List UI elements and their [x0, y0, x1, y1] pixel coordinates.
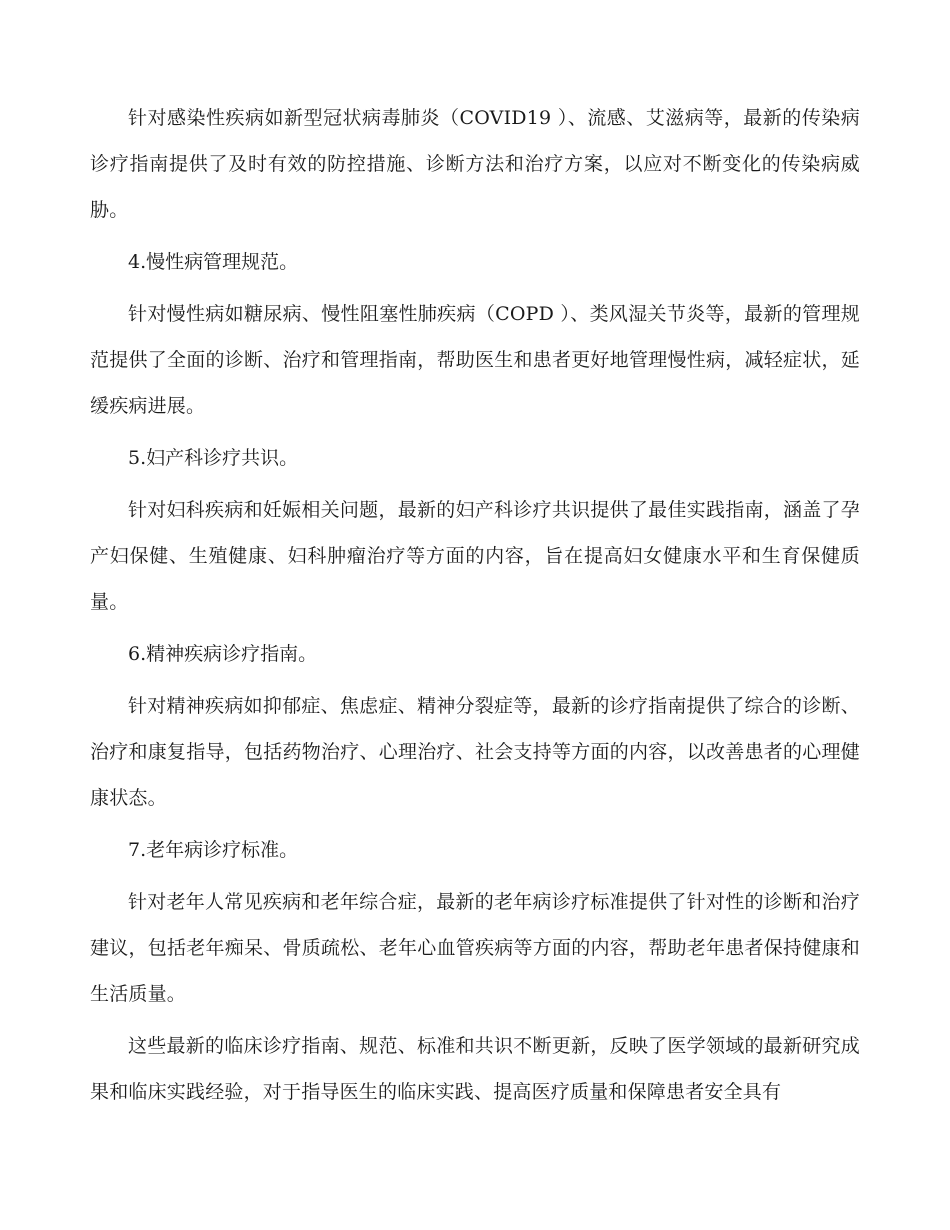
document-page [90, 95, 860, 1121]
paragraph-psychiatry: 针对精神疾病如抑郁症、焦虑症、精神分裂症等，最新的诊疗指南提供了综合的诊断、治疗和康复指导，包括药物治疗、心理治疗、社会支持等方面的内容，以改善患者的心理健康状态。 [90, 695, 860, 809]
paragraph-geriatrics: 针对老年人常见疾病和老年综合症，最新的老年病诊疗标准提供了针对性的诊断和治疗建议，包括老年痴呆、骨质疏松、老年心血管疾病等方面的内容，帮助老年患者保持健康和生活质量。 [90, 891, 860, 1005]
paragraph-obstetrics: 针对妇科疾病和妊娠相关问题，最新的妇产科诊疗共识提供了最佳实践指南，涵盖了孕产妇保健、生殖健康、妇科肿瘤治疗等方面的内容，旨在提高妇女健康水平和生育保健质量。 [90, 499, 860, 613]
heading-obstetrics: 5.妇产科诊疗共识。 [128, 447, 299, 469]
heading-psychiatry: 6.精神疾病诊疗指南。 [128, 643, 318, 665]
paragraph-chronic-disease: 针对慢性病如糖尿病、慢性阻塞性肺疾病（COPD ）、类风湿关节炎等，最新的管理规范提供了全面的诊断、治疗和管理指南，帮助医生和患者更好地管理慢性病，减轻症状，延缓疾病进展。 [90, 303, 860, 417]
paragraph-infectious-disease: 针对感染性疾病如新型冠状病毒肺炎（COVID19 ）、流感、艾滋病等，最新的传染病诊疗指南提供了及时有效的防控措施、诊断方法和治疗方案，以应对不断变化的传染病威胁。 [90, 107, 860, 221]
heading-geriatrics: 7.老年病诊疗标准。 [128, 839, 299, 861]
heading-chronic-disease: 4.慢性病管理规范。 [128, 251, 299, 273]
paragraph-summary: 这些最新的临床诊疗指南、规范、标准和共识不断更新，反映了医学领域的最新研究成果和临床实践经验，对于指导医生的临床实践、提高医疗质量和保障患者安全具有 [90, 1035, 860, 1103]
